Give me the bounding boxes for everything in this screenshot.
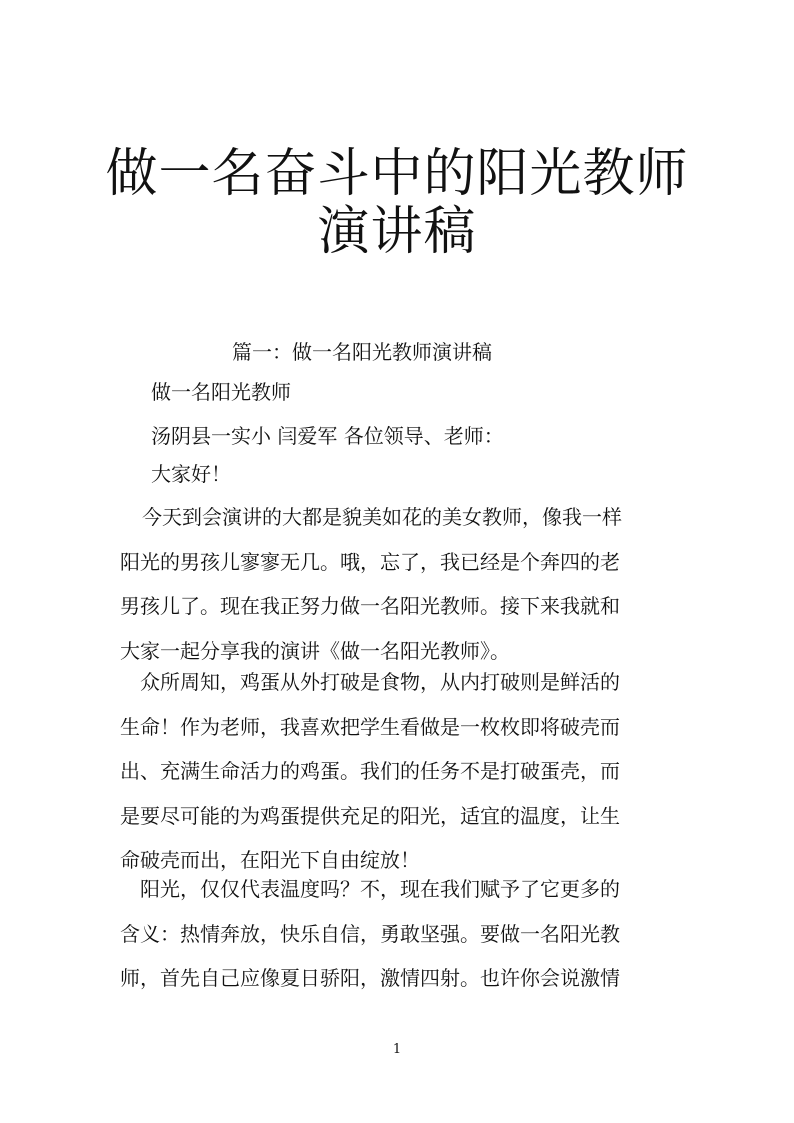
paragraph-2-line: 众所周知，鸡蛋从外打破是食物，从内打破则是鲜活的 bbox=[140, 670, 620, 694]
paragraph-3 bbox=[120, 867, 680, 1001]
paragraph-2-line: 生命！作为老师，我喜欢把学生看做是一枚枚即将破壳而 bbox=[120, 714, 620, 739]
paragraph-1-line: 今天到会演讲的大都是貌美如花的美女教师，像我一样 bbox=[142, 505, 622, 529]
paragraph-1-line: 阳光的男孩儿寥寥无几。哦，忘了，我已经是个奔四的老 bbox=[120, 549, 620, 574]
paragraph-2 bbox=[120, 660, 680, 883]
paragraph-1-line: 男孩儿了。现在我正努力做一名阳光教师。接下来我就和 bbox=[120, 594, 620, 618]
page-number: 1 bbox=[392, 1042, 402, 1057]
author-line: 汤阴县一实小 闫爱军 各位领导、老师： bbox=[151, 424, 504, 448]
paragraph-1-line: 大家一起分享我的演讲《做一名阳光教师》。 bbox=[120, 638, 510, 663]
document-title-line-1: 做一名奋斗中的阳光教师 bbox=[105, 144, 689, 204]
paragraph-3-line: 师，首先自己应像夏日骄阳，激情四射。也许你会说激情 bbox=[120, 966, 620, 990]
paragraph-2-line: 出、充满生命活力的鸡蛋。我们的任务不是打破蛋壳，而 bbox=[120, 759, 620, 783]
paragraph-1 bbox=[120, 495, 680, 673]
speech-title: 做一名阳光教师 bbox=[151, 380, 291, 404]
greeting: 大家好！ bbox=[151, 462, 231, 486]
paragraph-2-line: 命破壳而出，在阳光下自由绽放！ bbox=[120, 848, 420, 872]
paragraph-2-line: 是要尽可能的为鸡蛋提供充足的阳光，适宜的温度，让生 bbox=[120, 803, 620, 828]
paragraph-3-line: 阳光，仅仅代表温度吗？不，现在我们赋予了它更多的 bbox=[140, 877, 620, 901]
document-title-line-2: 演讲稿 bbox=[317, 202, 477, 262]
section-heading: 篇一：做一名阳光教师演讲稿 bbox=[232, 340, 492, 364]
paragraph-3-line: 含义：热情奔放，快乐自信，勇敢坚强。要做一名阳光教 bbox=[120, 921, 620, 946]
